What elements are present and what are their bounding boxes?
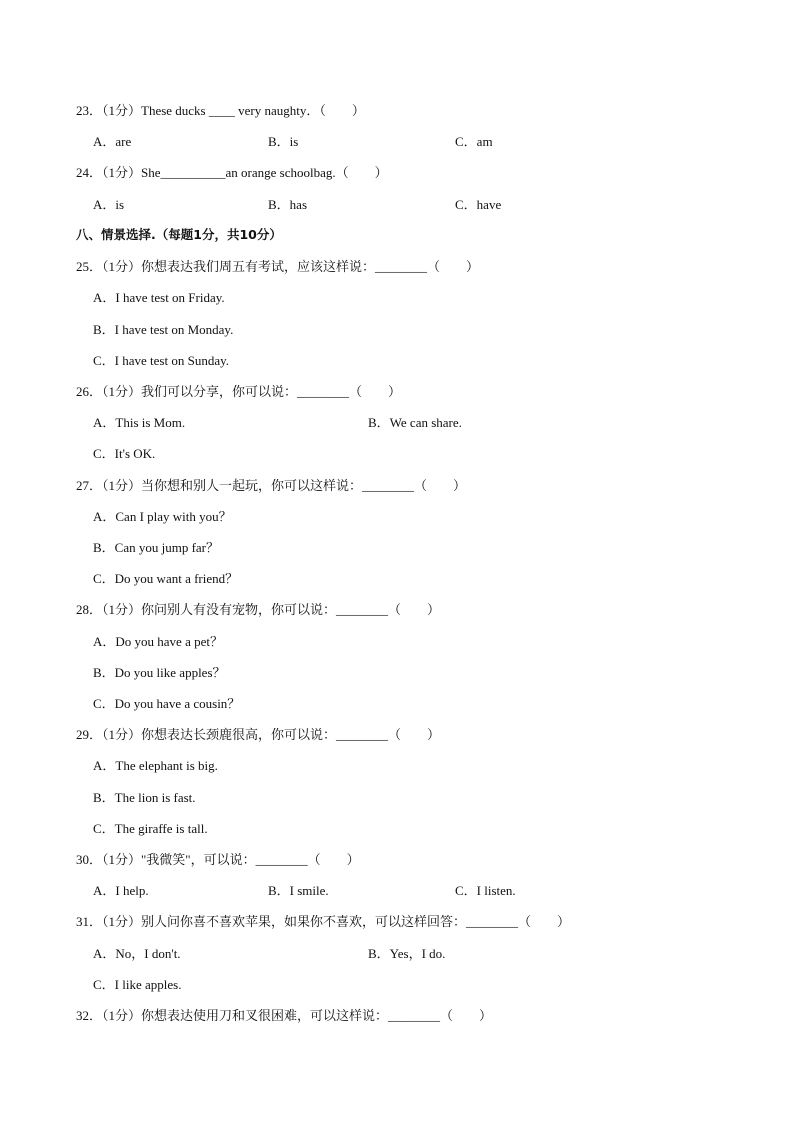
question-28-option-a[interactable]: A．Do you have a pet？ — [93, 634, 223, 649]
question-28-option-c[interactable]: C．Do you have a cousin？ — [93, 696, 241, 711]
question-31-option-a[interactable]: A．No，I don't. — [93, 946, 181, 961]
question-27-stem: 27．（1分）当你想和别人一起玩，你可以这样说：________（ ） — [76, 478, 467, 493]
question-24-option-b[interactable]: B．has — [268, 197, 308, 212]
question-25-option-c[interactable]: C．I have test on Sunday. — [93, 353, 229, 368]
question-26-stem: 26．（1分）我们可以分享，你可以说：________（ ） — [76, 384, 402, 399]
question-27-option-a[interactable]: A．Can I play with you？ — [93, 509, 232, 524]
question-27-option-b[interactable]: B．Can you jump far？ — [93, 540, 220, 555]
question-31-option-b[interactable]: B．Yes，I do. — [368, 946, 446, 961]
question-30-option-a[interactable]: A．I help. — [93, 883, 149, 898]
question-31-stem: 31．（1分）别人问你喜不喜欢苹果，如果你不喜欢，可以这样回答：________（ ） — [76, 914, 571, 929]
question-24-stem: 24．（1分）She__________an orange schoolbag.（ ） — [76, 165, 388, 180]
question-25-option-b[interactable]: B．I have test on Monday. — [93, 322, 234, 337]
question-30-option-c[interactable]: C．I listen. — [455, 883, 516, 898]
question-24-option-a[interactable]: A．is — [93, 197, 125, 212]
question-29-option-c[interactable]: C．The giraffe is tall. — [93, 821, 208, 836]
question-25-option-a[interactable]: A．I have test on Friday. — [93, 290, 225, 305]
question-23-option-b[interactable]: B．is — [268, 134, 299, 149]
question-28-option-b[interactable]: B．Do you like apples？ — [93, 665, 226, 680]
question-29-option-b[interactable]: B．The lion is fast. — [93, 790, 196, 805]
question-31-option-c[interactable]: C．I like apples. — [93, 977, 182, 992]
question-28-stem: 28．（1分）你问别人有没有宠物，你可以说：________（ ） — [76, 602, 441, 617]
question-23-option-a[interactable]: A．are — [93, 134, 132, 149]
section-title: 八、情景选择.（每题1分，共10分） — [76, 227, 282, 242]
question-26-option-b[interactable]: B．We can share. — [368, 415, 462, 430]
question-29-stem: 29．（1分）你想表达长颈鹿很高，你可以说：________（ ） — [76, 727, 441, 742]
question-30-option-b[interactable]: B．I smile. — [268, 883, 329, 898]
question-30-stem: 30．（1分）"我微笑"，可以说：________（ ） — [76, 852, 360, 867]
question-29-option-a[interactable]: A．The elephant is big. — [93, 758, 218, 773]
question-27-option-c[interactable]: C．Do you want a friend？ — [93, 571, 239, 586]
question-23-stem: 23．（1分）These ducks ____ very naughty．（ ） — [76, 103, 365, 118]
question-24-option-c[interactable]: C．have — [455, 197, 502, 212]
question-26-option-a[interactable]: A．This is Mom. — [93, 415, 186, 430]
question-23-option-c[interactable]: C．am — [455, 134, 493, 149]
question-26-option-c[interactable]: C．It's OK. — [93, 446, 156, 461]
question-32-stem: 32．（1分）你想表达使用刀和叉很困难，可以这样说：________（ ） — [76, 1008, 493, 1023]
question-25-stem: 25．（1分）你想表达我们周五有考试，应该这样说：________（ ） — [76, 259, 480, 274]
